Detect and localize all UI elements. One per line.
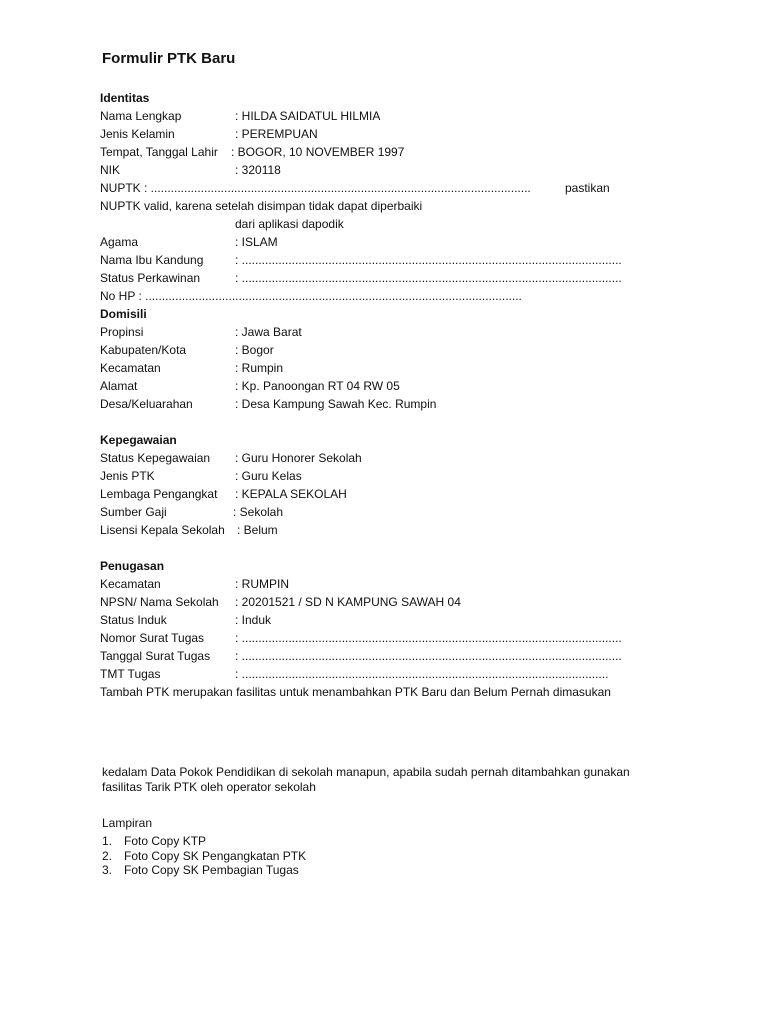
kecamatan-value: : Rumpin [235,361,284,375]
penugasan-kecamatan-label: Kecamatan [100,577,161,591]
lembaga-pengangkat-value: : KEPALA SEKOLAH [235,487,347,501]
kabupaten-value: : Bogor [235,343,274,357]
tempat-tanggal-lahir-label: Tempat, Tanggal Lahir [100,145,218,159]
nuptk-pastikan: pastikan [565,181,610,195]
nuptk-note-continued: dari aplikasi dapodik [235,217,344,231]
jenis-ptk-label: Jenis PTK [100,469,155,483]
status-kepegawaian-value: : Guru Honorer Sekolah [235,451,362,465]
lisensi-kepala-sekolah-value: : Belum [237,523,278,537]
lampiran-number: 3. [102,863,113,877]
sumber-gaji-value: : Sekolah [233,505,284,519]
propinsi-value: : Jawa Barat [235,325,302,339]
dapodik-note-continued: fasilitas Tarik PTK oleh operator sekolah [102,780,316,794]
status-kepegawaian-label: Status Kepegawaian [100,451,211,465]
kecamatan-label: Kecamatan [100,361,161,375]
alamat-value: : Kp. Panoongan RT 04 RW 05 [235,379,400,393]
status-induk-value: : Induk [235,613,272,627]
lampiran-heading: Lampiran [102,816,153,830]
nama-lengkap-label: Nama Lengkap [100,109,182,123]
section-heading-kepegawaian: Kepegawaian [100,433,177,447]
lampiran-number: 2. [102,849,113,863]
jenis-kelamin-value: : PEREMPUAN [235,127,318,141]
sumber-gaji-label: Sumber Gaji [100,505,167,519]
tanggal-surat-tugas-value: : .................................................................................................................. [235,649,622,663]
agama-label: Agama [100,235,139,249]
nama-lengkap-value: : HILDA SAIDATUL HILMIA [235,109,381,123]
section-heading-domisili: Domisili [100,307,147,321]
lampiran-item: Foto Copy SK Pembagian Tugas [124,863,299,877]
nik-label: NIK [100,163,121,177]
nuptk-note: NUPTK valid, karena setelah disimpan tidak dapat diperbaiki [100,199,423,213]
propinsi-label: Propinsi [100,325,144,339]
penugasan-kecamatan-value: : RUMPIN [235,577,289,591]
lampiran-number: 1. [102,834,113,848]
alamat-label: Alamat [100,379,138,393]
npsn-value: : 20201521 / SD N KAMPUNG SAWAH 04 [235,595,461,609]
page-title: Formulir PTK Baru [102,50,236,67]
section-heading-identitas: Identitas [100,91,150,105]
ibu-kandung-label: Nama Ibu Kandung [100,253,204,267]
desa-label: Desa/Keluarahan [100,397,193,411]
tempat-tanggal-lahir-value: : BOGOR, 10 NOVEMBER 1997 [231,145,405,159]
agama-value: : ISLAM [235,235,278,249]
status-induk-label: Status Induk [100,613,167,627]
kabupaten-label: Kabupaten/Kota [100,343,187,357]
lampiran-item: Foto Copy SK Pengangkatan PTK [124,849,307,863]
status-perkawinan-value: : .................................................................................................................. [235,271,622,285]
tanggal-surat-tugas-label: Tanggal Surat Tugas [100,649,211,663]
lembaga-pengangkat-label: Lembaga Pengangkat [100,487,218,501]
nomor-surat-tugas-value: : .................................................................................................................. [235,631,622,645]
dapodik-note: kedalam Data Pokok Pendidikan di sekolah manapun, apabila sudah pernah ditambahkan gunakan [102,765,630,779]
tmt-tugas-label: TMT Tugas [100,667,161,681]
desa-value: : Desa Kampung Sawah Kec. Rumpin [235,397,437,411]
nomor-surat-tugas-label: Nomor Surat Tugas [100,631,205,645]
nik-value: : 320118 [235,163,281,177]
tambah-ptk-note: Tambah PTK merupakan fasilitas untuk menambahkan PTK Baru dan Belum Pernah dimasukan [100,685,611,699]
no-hp-line: No HP : ................................................................................................................. [100,289,522,303]
section-heading-penugasan: Penugasan [100,559,165,573]
jenis-kelamin-label: Jenis Kelamin [100,127,175,141]
nuptk-line: NUPTK : .................................................................................................................. [100,181,531,195]
lampiran-item: Foto Copy KTP [124,834,207,848]
lisensi-kepala-sekolah-label: Lisensi Kepala Sekolah [100,523,225,537]
ibu-kandung-value: : .................................................................................................................. [235,253,622,267]
tmt-tugas-value: : .............................................................................................................. [235,667,609,681]
jenis-ptk-value: : Guru Kelas [235,469,302,483]
status-perkawinan-label: Status Perkawinan [100,271,201,285]
npsn-label: NPSN/ Nama Sekolah [100,595,219,609]
